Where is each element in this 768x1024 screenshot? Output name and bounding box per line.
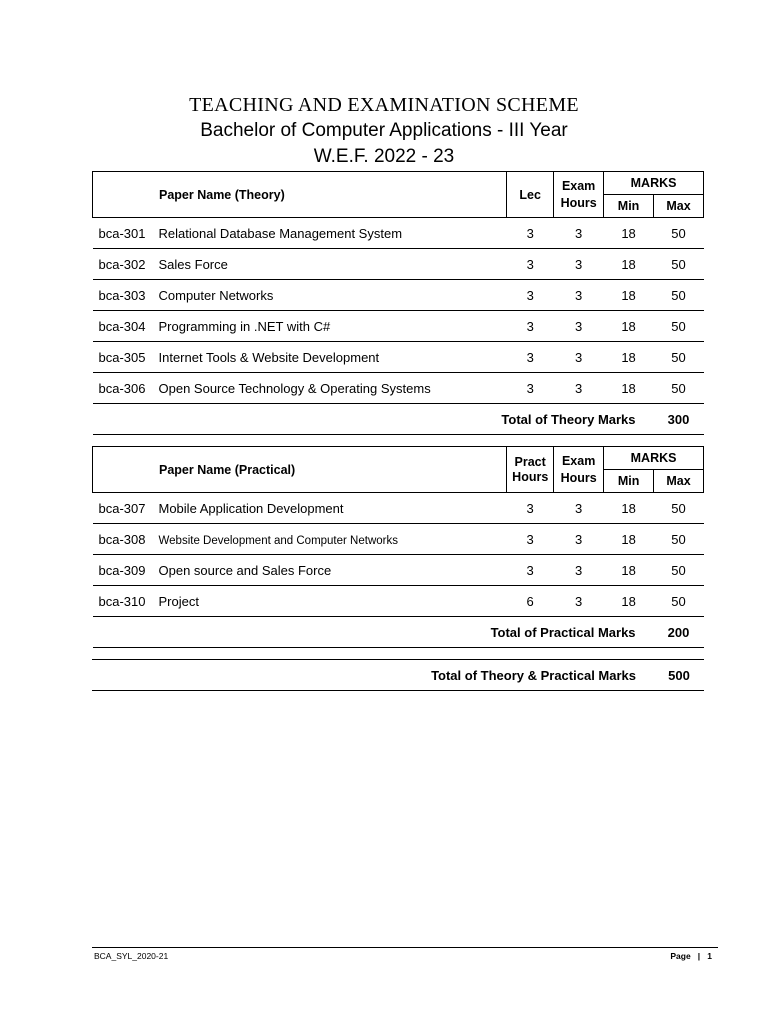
footer-separator: | [697,951,701,961]
min-marks-value: 18 [604,373,654,404]
max-marks-value: 50 [654,524,704,555]
paper-name: Programming in .NET with C# [158,318,331,334]
hours-value: 3 [507,373,554,404]
theory-col-max: Max [654,195,704,218]
practical-col-paper-name: Paper Name (Practical) [93,447,507,493]
min-marks-value: 18 [604,555,654,586]
paper-name: Open Source Technology & Operating Systems [158,380,431,396]
wef-year: W.E.F. 2022 - 23 [313,146,455,167]
paper-cell [93,524,507,555]
table-row [93,373,704,404]
table-row [93,524,704,555]
footer-doc-id: BCA_SYL_2020-21 [94,951,169,961]
hours-value: 3 [507,524,554,555]
min-marks-value: 18 [604,249,654,280]
theory-col-marks: MARKS [604,172,704,195]
hours-value: 3 [507,280,554,311]
exam-hours-value: 3 [554,218,604,249]
paper-cell [93,555,507,586]
practical-col-max: Max [654,470,704,493]
paper-code: bca-307 [98,500,146,516]
table-row [93,280,704,311]
table-row [93,342,704,373]
min-marks-value: 18 [604,311,654,342]
paper-code: bca-308 [98,531,146,547]
max-marks-value: 50 [654,218,704,249]
table-row [93,586,704,617]
paper-name: Relational Database Management System [158,225,403,241]
page-subtitle: Bachelor of Computer Applications - III Year [200,120,568,141]
theory-col-paper-name: Paper Name (Theory) [93,172,507,218]
paper-cell [93,493,507,524]
paper-code: bca-302 [98,256,146,272]
exam-hours-value: 3 [554,555,604,586]
max-marks-value: 50 [654,311,704,342]
paper-code: bca-305 [98,349,146,365]
exam-hours-value: 3 [554,280,604,311]
min-marks-value: 18 [604,280,654,311]
exam-hours-value: 3 [554,249,604,280]
theory-total-label: Total of Theory Marks [93,404,654,435]
hours-value: 3 [507,218,554,249]
min-marks-value: 18 [604,493,654,524]
exam-hours-value: 3 [554,311,604,342]
paper-name: Project [158,593,199,609]
paper-cell [93,280,507,311]
paper-code: bca-309 [98,562,146,578]
hours-value: 3 [507,342,554,373]
min-marks-value: 18 [604,524,654,555]
theory-total-value: 300 [654,404,704,435]
max-marks-value: 50 [654,342,704,373]
paper-code: bca-301 [98,225,146,241]
paper-name: Mobile Application Development [158,500,344,516]
exam-hours-value: 3 [554,493,604,524]
theory-table [92,171,704,435]
max-marks-value: 50 [654,555,704,586]
table-row [93,493,704,524]
theory-col-lec: Lec [507,172,554,218]
exam-hours-value: 3 [554,342,604,373]
min-marks-value: 18 [604,586,654,617]
grand-total-row [92,660,704,691]
paper-name: Open source and Sales Force [158,562,332,578]
paper-name: Sales Force [158,256,228,272]
theory-col-min: Min [604,195,654,218]
table-row [93,218,704,249]
paper-cell [93,586,507,617]
table-row [93,311,704,342]
page-title: TEACHING AND EXAMINATION SCHEME [189,94,579,116]
max-marks-value: 50 [654,493,704,524]
min-marks-value: 18 [604,218,654,249]
paper-code: bca-304 [98,318,146,334]
paper-cell [93,373,507,404]
footer-page-label: Page [670,951,691,961]
grand-total-table [92,659,704,691]
hours-value: 3 [507,555,554,586]
hours-value: 3 [507,249,554,280]
paper-cell [93,311,507,342]
paper-cell [93,342,507,373]
practical-col-marks: MARKS [604,447,704,470]
theory-header-row [93,172,704,195]
hours-value: 3 [507,311,554,342]
grand-total-label: Total of Theory & Practical Marks [92,660,654,691]
practical-table [92,446,704,648]
paper-code: bca-306 [98,380,146,396]
footer-page-number: 1 [707,951,712,961]
footer-page [670,951,712,961]
hours-value: 3 [507,493,554,524]
exam-hours-value: 3 [554,373,604,404]
max-marks-value: 50 [654,373,704,404]
theory-total-row [93,404,704,435]
max-marks-value: 50 [654,586,704,617]
practical-total-row [93,617,704,648]
paper-cell [93,218,507,249]
table-row [93,555,704,586]
footer-divider [92,947,718,948]
hours-value: 6 [507,586,554,617]
exam-hours-value: 3 [554,524,604,555]
paper-name: Website Development and Computer Networks [158,534,398,547]
practical-total-value: 200 [654,617,704,648]
paper-name: Internet Tools & Website Development [158,349,380,365]
table-row [93,249,704,280]
exam-hours-value: 3 [554,586,604,617]
practical-col-min: Min [604,470,654,493]
practical-total-label: Total of Practical Marks [93,617,654,648]
practical-col-pract-hours: Pract Hours [507,447,554,493]
practical-col-exam-hours: Exam Hours [554,447,604,493]
paper-cell [93,249,507,280]
paper-name: Computer Networks [158,287,274,303]
theory-col-exam-hours: Exam Hours [554,172,604,218]
min-marks-value: 18 [604,342,654,373]
max-marks-value: 50 [654,280,704,311]
paper-code: bca-310 [98,593,146,609]
max-marks-value: 50 [654,249,704,280]
grand-total-value: 500 [654,660,704,691]
paper-code: bca-303 [98,287,146,303]
title-block [0,92,768,170]
practical-header-row [93,447,704,470]
